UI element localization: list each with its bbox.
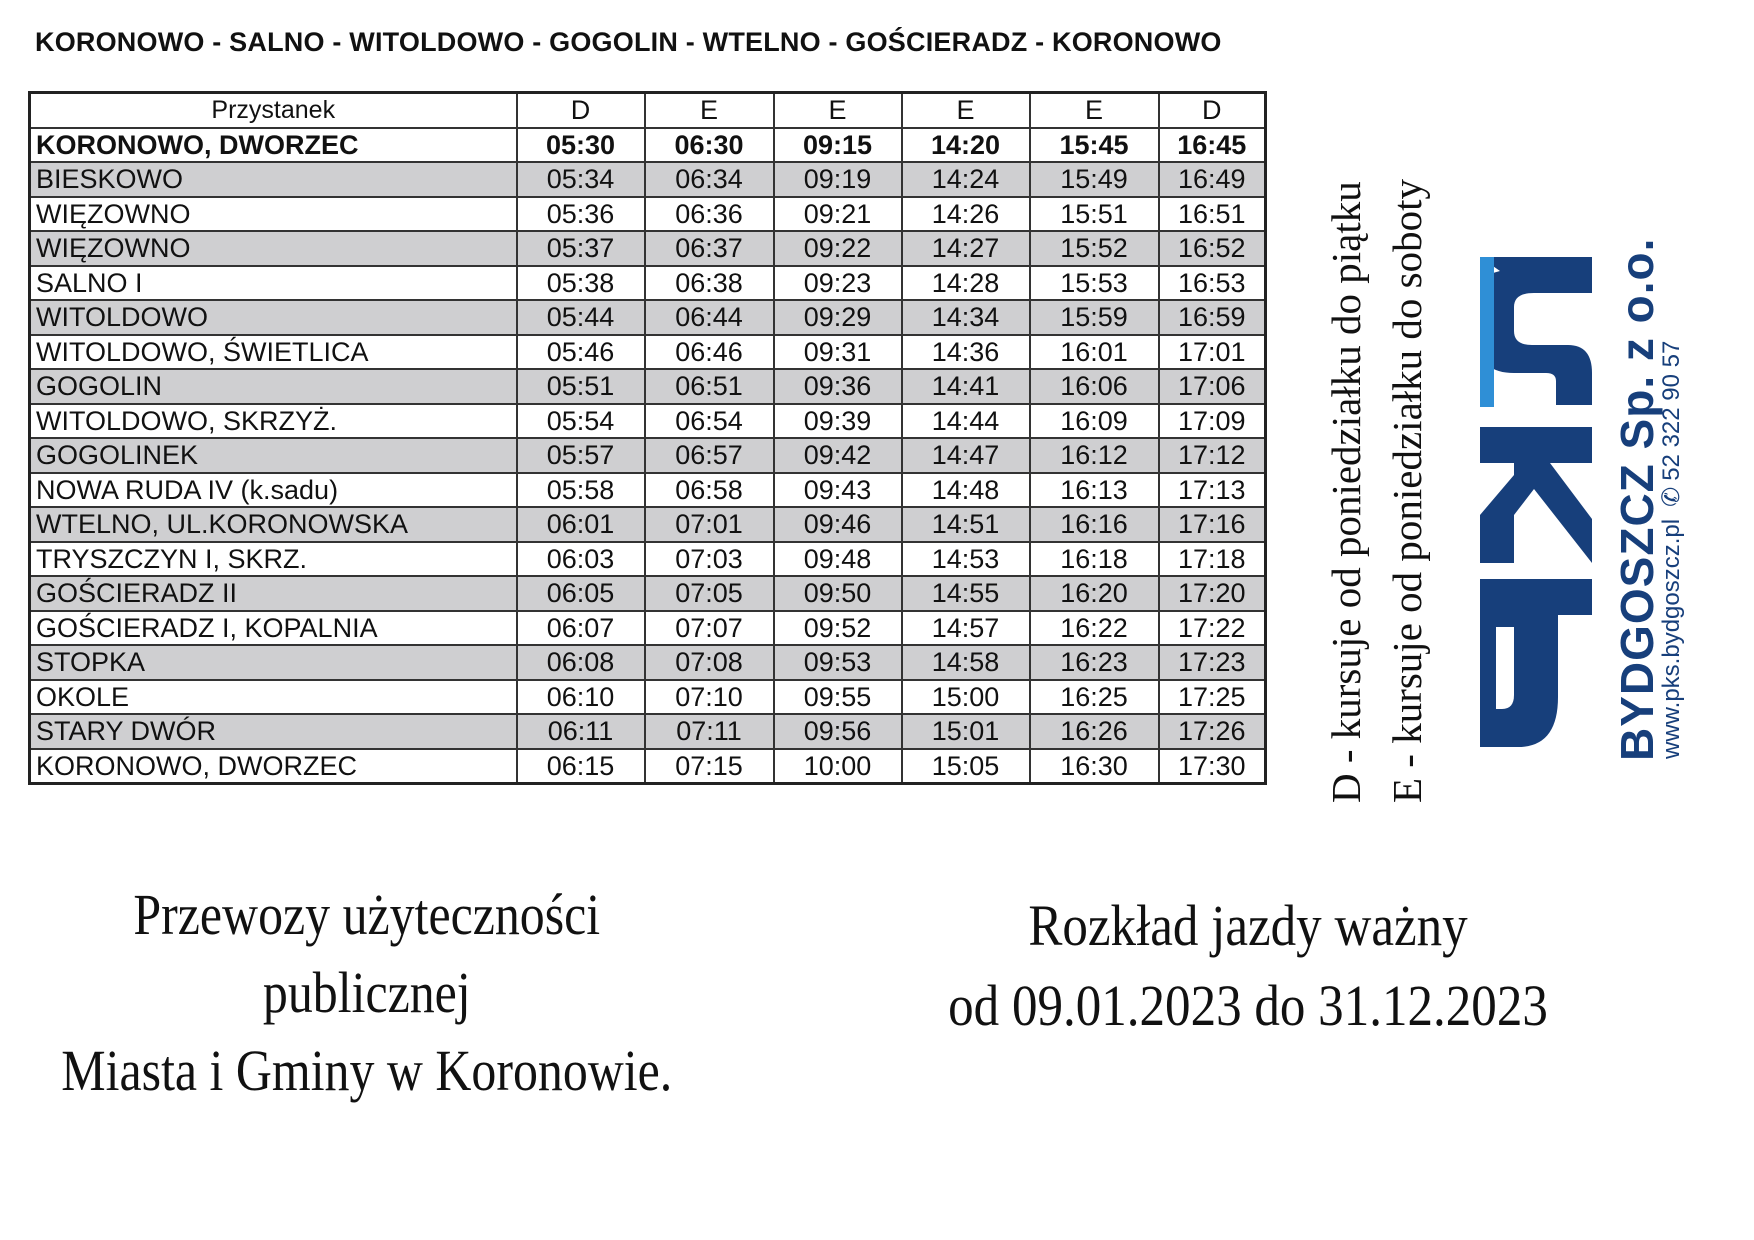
phone-text: 52 322 90 57 — [1658, 340, 1685, 481]
website-text: www.pks.bydgoszcz.pl — [1658, 518, 1685, 759]
pks-letters-logo-icon — [1474, 257, 1592, 747]
departure-time: 15:53 — [1030, 266, 1159, 301]
stop-name: GOGOLINEK — [30, 438, 517, 473]
stop-name: STOPKA — [30, 645, 517, 680]
table-row — [30, 335, 1266, 370]
table-row — [30, 714, 1266, 749]
departure-time: 05:57 — [517, 438, 645, 473]
stop-name: GOŚCIERADZ I, KOPALNIA — [30, 611, 517, 646]
departure-time: 09:43 — [774, 473, 902, 508]
departure-time: 07:10 — [645, 680, 774, 715]
departure-time: 17:20 — [1159, 576, 1266, 611]
departure-time: 15:52 — [1030, 231, 1159, 266]
company-name: BYDGOSZCZ Sp. z o.o. — [1611, 237, 1663, 761]
legend-e: E - kursuje od poniedziałku do soboty — [1384, 178, 1430, 803]
course-column-header: E — [1030, 93, 1159, 128]
stop-column-header: Przystanek — [30, 93, 517, 128]
departure-time: 14:47 — [902, 438, 1030, 473]
departure-time: 16:45 — [1159, 128, 1266, 163]
departure-time: 14:28 — [902, 266, 1030, 301]
departure-time: 09:21 — [774, 197, 902, 232]
departure-time: 09:46 — [774, 507, 902, 542]
timetable-header-row — [30, 93, 1266, 128]
legend-d: D - kursuje od poniedziałku do piątku — [1323, 181, 1369, 803]
stop-name: WITOLDOWO, SKRZYŻ. — [30, 404, 517, 439]
departure-time: 09:23 — [774, 266, 902, 301]
departure-time: 05:44 — [517, 300, 645, 335]
departure-time: 15:59 — [1030, 300, 1159, 335]
departure-time: 14:57 — [902, 611, 1030, 646]
departure-time: 17:06 — [1159, 369, 1266, 404]
departure-time: 15:49 — [1030, 162, 1159, 197]
departure-time: 05:30 — [517, 128, 645, 163]
table-row — [30, 645, 1266, 680]
departure-time: 06:54 — [645, 404, 774, 439]
stop-name: GOŚCIERADZ II — [30, 576, 517, 611]
departure-time: 09:50 — [774, 576, 902, 611]
stop-name: OKOLE — [30, 680, 517, 715]
departure-time: 09:56 — [774, 714, 902, 749]
course-column-header: D — [517, 93, 645, 128]
departure-time: 17:16 — [1159, 507, 1266, 542]
course-column-header: E — [902, 93, 1030, 128]
departure-time: 06:38 — [645, 266, 774, 301]
departure-time: 06:08 — [517, 645, 645, 680]
departure-time: 10:00 — [774, 749, 902, 784]
table-row — [30, 404, 1266, 439]
table-row — [30, 300, 1266, 335]
departure-time: 06:36 — [645, 197, 774, 232]
contact-line — [1657, 341, 1686, 759]
departure-time: 16:09 — [1030, 404, 1159, 439]
departure-time: 16:12 — [1030, 438, 1159, 473]
departure-time: 16:13 — [1030, 473, 1159, 508]
departure-time: 14:41 — [902, 369, 1030, 404]
departure-time: 06:10 — [517, 680, 645, 715]
departure-time: 17:13 — [1159, 473, 1266, 508]
departure-time: 16:20 — [1030, 576, 1159, 611]
departure-time: 16:59 — [1159, 300, 1266, 335]
table-row — [30, 197, 1266, 232]
departure-time: 06:11 — [517, 714, 645, 749]
route-title: KORONOWO - SALNO - WITOLDOWO - GOGOLIN - WTELNO - GOŚCIERADZ - KORONOWO — [35, 27, 1222, 57]
stop-name: GOGOLIN — [30, 369, 517, 404]
departure-time: 06:58 — [645, 473, 774, 508]
departure-time: 05:38 — [517, 266, 645, 301]
departure-time: 07:01 — [645, 507, 774, 542]
departure-time: 17:26 — [1159, 714, 1266, 749]
departure-time: 06:46 — [645, 335, 774, 370]
departure-time: 05:46 — [517, 335, 645, 370]
stop-name: WIĘZOWNO — [30, 197, 517, 232]
footer-right-line2: od 09.01.2023 do 31.12.2023 — [948, 973, 1548, 1038]
footer-left-line1: Przewozy użyteczności publicznej — [133, 882, 601, 1025]
departure-time: 05:51 — [517, 369, 645, 404]
departure-time: 06:57 — [645, 438, 774, 473]
table-row — [30, 749, 1266, 784]
departure-time: 09:15 — [774, 128, 902, 163]
departure-time: 15:01 — [902, 714, 1030, 749]
departure-time: 07:15 — [645, 749, 774, 784]
departure-time: 06:34 — [645, 162, 774, 197]
departure-time: 17:30 — [1159, 749, 1266, 784]
departure-time: 15:45 — [1030, 128, 1159, 163]
stop-name: WITOLDOWO, ŚWIETLICA — [30, 335, 517, 370]
departure-time: 14:44 — [902, 404, 1030, 439]
departure-time: 05:34 — [517, 162, 645, 197]
departure-time: 05:58 — [517, 473, 645, 508]
stop-name: SALNO I — [30, 266, 517, 301]
departure-time: 06:05 — [517, 576, 645, 611]
departure-time: 14:20 — [902, 128, 1030, 163]
departure-time: 05:36 — [517, 197, 645, 232]
departure-time: 14:27 — [902, 231, 1030, 266]
departure-time: 09:48 — [774, 542, 902, 577]
table-row — [30, 128, 1266, 163]
table-row — [30, 611, 1266, 646]
departure-time: 17:01 — [1159, 335, 1266, 370]
departure-time: 17:18 — [1159, 542, 1266, 577]
departure-time: 07:11 — [645, 714, 774, 749]
phone-icon: ✆ — [1658, 486, 1685, 507]
departure-time: 09:55 — [774, 680, 902, 715]
table-row — [30, 369, 1266, 404]
stop-name: TRYSZCZYN I, SKRZ. — [30, 542, 517, 577]
table-row — [30, 680, 1266, 715]
table-row — [30, 542, 1266, 577]
table-row — [30, 266, 1266, 301]
departure-time: 07:05 — [645, 576, 774, 611]
table-row — [30, 162, 1266, 197]
footer-right-line1: Rozkład jazdy ważny — [1028, 893, 1468, 958]
departure-time: 07:03 — [645, 542, 774, 577]
course-column-header: E — [774, 93, 902, 128]
departure-time: 16:26 — [1030, 714, 1159, 749]
departure-time: 07:08 — [645, 645, 774, 680]
departure-time: 09:31 — [774, 335, 902, 370]
table-row — [30, 231, 1266, 266]
stop-name: WIĘZOWNO — [30, 231, 517, 266]
departure-time: 06:15 — [517, 749, 645, 784]
departure-time: 16:06 — [1030, 369, 1159, 404]
footer-validity — [940, 886, 1556, 1046]
departure-time: 09:22 — [774, 231, 902, 266]
departure-time: 16:01 — [1030, 335, 1159, 370]
departure-time: 16:25 — [1030, 680, 1159, 715]
departure-time: 09:52 — [774, 611, 902, 646]
departure-time: 06:01 — [517, 507, 645, 542]
departure-time: 07:07 — [645, 611, 774, 646]
departure-time: 06:03 — [517, 542, 645, 577]
departure-time: 09:42 — [774, 438, 902, 473]
stop-name: KORONOWO, DWORZEC — [30, 749, 517, 784]
departure-time: 14:48 — [902, 473, 1030, 508]
departure-time: 09:39 — [774, 404, 902, 439]
departure-time: 14:36 — [902, 335, 1030, 370]
table-row — [30, 507, 1266, 542]
departure-time: 14:51 — [902, 507, 1030, 542]
departure-time: 06:44 — [645, 300, 774, 335]
stop-name: STARY DWÓR — [30, 714, 517, 749]
departure-time: 06:07 — [517, 611, 645, 646]
departure-time: 14:55 — [902, 576, 1030, 611]
departure-time: 09:29 — [774, 300, 902, 335]
stop-name: NOWA RUDA IV (k.sadu) — [30, 473, 517, 508]
departure-time: 16:53 — [1159, 266, 1266, 301]
pks-logo — [1462, 188, 1685, 808]
departure-time: 14:34 — [902, 300, 1030, 335]
footer-left-line2: Miasta i Gminy w Koronowie. — [61, 1038, 673, 1103]
stop-name: WTELNO, UL.KORONOWSKA — [30, 507, 517, 542]
departure-time: 06:51 — [645, 369, 774, 404]
departure-time: 14:26 — [902, 197, 1030, 232]
stop-name: KORONOWO, DWORZEC — [30, 128, 517, 163]
departure-time: 16:22 — [1030, 611, 1159, 646]
course-column-header: E — [645, 93, 774, 128]
departure-time: 05:37 — [517, 231, 645, 266]
departure-time: 17:09 — [1159, 404, 1266, 439]
departure-time: 16:49 — [1159, 162, 1266, 197]
departure-time: 15:05 — [902, 749, 1030, 784]
departure-time: 06:37 — [645, 231, 774, 266]
course-column-header: D — [1159, 93, 1266, 128]
table-row — [30, 473, 1266, 508]
departure-time: 16:23 — [1030, 645, 1159, 680]
departure-time: 16:51 — [1159, 197, 1266, 232]
departure-time: 16:30 — [1030, 749, 1159, 784]
departure-time: 17:23 — [1159, 645, 1266, 680]
departure-time: 09:36 — [774, 369, 902, 404]
departure-time: 17:25 — [1159, 680, 1266, 715]
departure-time: 17:22 — [1159, 611, 1266, 646]
departure-time: 17:12 — [1159, 438, 1266, 473]
departure-time: 09:19 — [774, 162, 902, 197]
departure-time: 05:54 — [517, 404, 645, 439]
departure-time: 14:53 — [902, 542, 1030, 577]
departure-time: 16:18 — [1030, 542, 1159, 577]
departure-time: 15:51 — [1030, 197, 1159, 232]
departure-time: 09:53 — [774, 645, 902, 680]
table-row — [30, 576, 1266, 611]
departure-time: 16:16 — [1030, 507, 1159, 542]
departure-time: 14:24 — [902, 162, 1030, 197]
footer-public-transport — [40, 876, 694, 1110]
stop-name: BIESKOWO — [30, 162, 517, 197]
table-row — [30, 438, 1266, 473]
timetable — [28, 91, 1267, 785]
departure-time: 14:58 — [902, 645, 1030, 680]
departure-time: 16:52 — [1159, 231, 1266, 266]
stop-name: WITOLDOWO — [30, 300, 517, 335]
departure-time: 15:00 — [902, 680, 1030, 715]
departure-time: 06:30 — [645, 128, 774, 163]
